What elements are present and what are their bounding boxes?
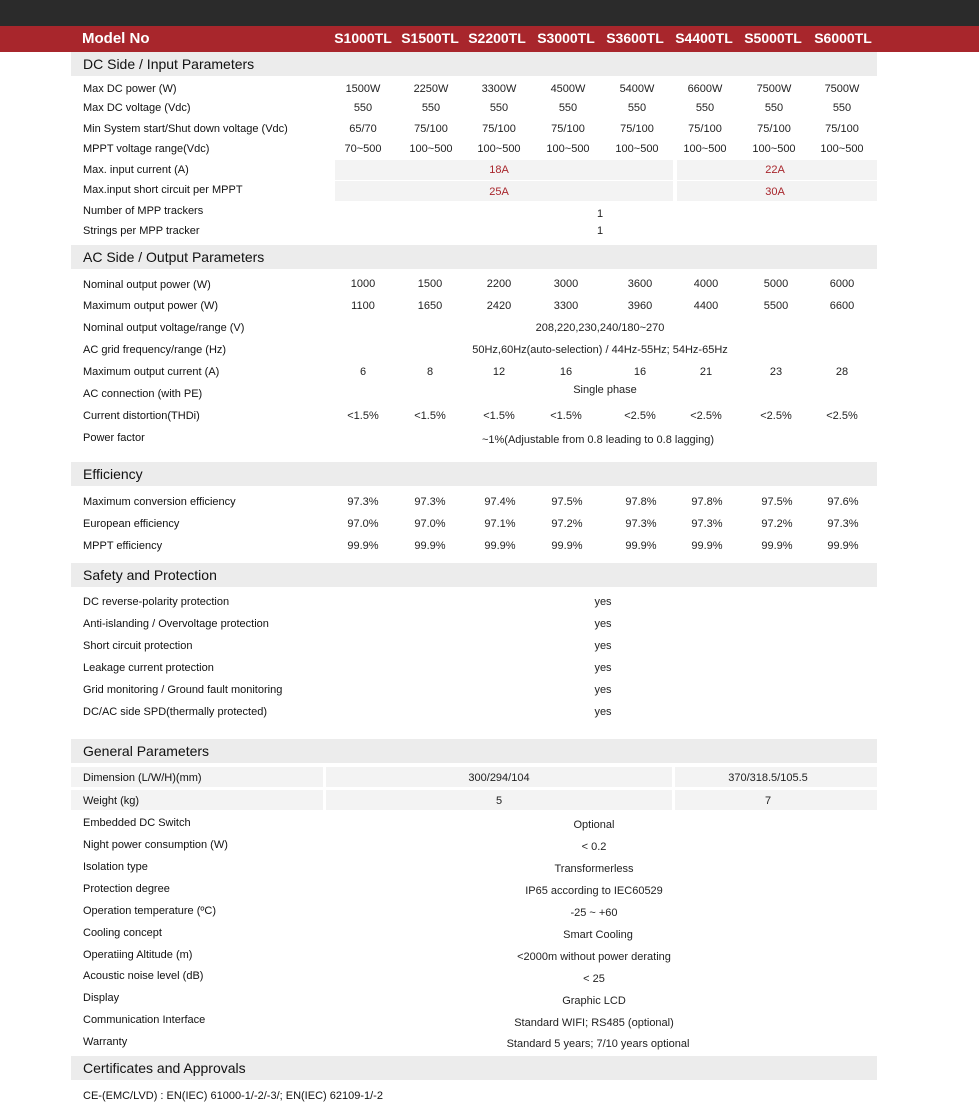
cell-value: 6600W (687, 83, 723, 95)
cell-value: 550 (695, 102, 715, 114)
cell-value: <1.5% (550, 410, 582, 422)
cell-value-merged: <2000m without power derating (517, 951, 671, 963)
cell-value: 100~500 (683, 143, 727, 155)
row-label: Leakage current protection (83, 662, 214, 674)
row-label: AC grid frequency/range (Hz) (83, 344, 227, 356)
model-name: S3000TL (537, 30, 595, 46)
row-label: Max DC power (W) (83, 83, 177, 95)
cell-value: 97.3% (347, 496, 379, 508)
row-label: Display (83, 992, 120, 1004)
cell-value-merged: yes (594, 640, 612, 652)
cell-value: <2.5% (690, 410, 722, 422)
row-label: Embedded DC Switch (83, 817, 191, 829)
cell-value-merged: Standard WIFI; RS485 (optional) (514, 1017, 674, 1029)
row-label: Max.input short circuit per MPPT (83, 184, 243, 196)
cell-value: 99.9% (625, 540, 657, 552)
row-label: Protection degree (83, 883, 170, 895)
top-dark-bar (0, 0, 979, 26)
row-label: Dimension (L/W/H)(mm) (83, 772, 202, 784)
section-header-dc (71, 52, 877, 76)
cell-value-merged: yes (594, 706, 612, 718)
cell-value: 12 (492, 366, 506, 378)
cell-value-merged: Standard 5 years; 7/10 years optional (506, 1038, 690, 1050)
cell-value: 97.4% (484, 496, 516, 508)
cell-value: <1.5% (347, 410, 379, 422)
cell-value-merged: yes (594, 662, 612, 674)
cell-value: 75/100 (414, 123, 448, 135)
cell-value: 97.6% (827, 496, 859, 508)
cell-value: 75/100 (482, 123, 516, 135)
cell-value-merged: 1 (596, 208, 604, 220)
row-label: Acoustic noise level (dB) (83, 970, 204, 982)
section-title: General Parameters (83, 743, 210, 759)
cell-value-merged: 300/294/104 (468, 772, 530, 784)
cell-value-merged: 208,220,230,240/180~270 (535, 322, 665, 334)
cell-value: 16 (633, 366, 647, 378)
model-name: S5000TL (744, 30, 802, 46)
cell-value: 5400W (619, 83, 655, 95)
cell-value: 70~500 (344, 143, 382, 155)
section-header-certificates (71, 1056, 877, 1080)
row-label: Number of MPP trackers (83, 205, 204, 217)
row-label: DC reverse-polarity protection (83, 596, 230, 608)
cell-value-merged: Smart Cooling (563, 929, 633, 941)
cell-value-merged: Graphic LCD (562, 995, 626, 1007)
cell-value: 4500W (550, 83, 586, 95)
row-label: Weight (kg) (83, 795, 140, 807)
cell-value-merged: IP65 according to IEC60529 (525, 885, 663, 897)
certificate-line: CE-(EMC/LVD) : EN(IEC) 61000-1/-2/-3/; EN(IEC) 62109-1/-2 (83, 1090, 383, 1102)
row-label: Maximum output current (A) (83, 366, 220, 378)
cell-value: 97.3% (691, 518, 723, 530)
cell-value: 97.3% (827, 518, 859, 530)
cell-value: 97.0% (347, 518, 379, 530)
cell-value-merged: 50Hz,60Hz(auto-selection) / 44Hz-55Hz; 54Hz-65Hz (472, 344, 728, 356)
cell-value: 3300W (481, 83, 517, 95)
row-label: Communication Interface (83, 1014, 206, 1026)
cell-value: 75/100 (688, 123, 722, 135)
cell-value: 97.5% (551, 496, 583, 508)
cell-value: 3000 (553, 278, 579, 290)
cell-value: <2.5% (760, 410, 792, 422)
cell-value: 100~500 (615, 143, 659, 155)
row-label: Power factor (83, 432, 145, 444)
cell-value-merged: 5 (495, 795, 503, 807)
section-header-ac (71, 245, 877, 269)
cell-value: 99.9% (484, 540, 516, 552)
cell-value-merged: 370/318.5/105.5 (728, 772, 808, 784)
section-title: Safety and Protection (83, 567, 217, 583)
cell-value: 1500 (417, 278, 443, 290)
row-label: MPPT voltage range(Vdc) (83, 143, 210, 155)
cell-value-merged: Single phase (573, 384, 637, 396)
cell-value: 5000 (763, 278, 789, 290)
row-label: Strings per MPP tracker (83, 225, 200, 237)
section-header-general (71, 739, 877, 763)
row-label: Max DC voltage (Vdc) (83, 102, 191, 114)
cell-value: 8 (426, 366, 434, 378)
row-label: Operatiing Altitude (m) (83, 949, 193, 961)
cell-value-merged: < 0.2 (581, 841, 607, 853)
cell-value-merged: yes (594, 618, 612, 630)
row-label: Maximum conversion efficiency (83, 496, 236, 508)
cell-value: 100~500 (409, 143, 453, 155)
row-label: DC/AC side SPD(thermally protected) (83, 706, 268, 718)
cell-value: 75/100 (757, 123, 791, 135)
row-label: Anti-islanding / Overvoltage protection (83, 618, 269, 630)
section-title: DC Side / Input Parameters (83, 56, 255, 72)
cell-value: 550 (832, 102, 852, 114)
cell-value-merged: Optional (573, 819, 615, 831)
model-name: S4400TL (675, 30, 733, 46)
cell-value: 75/100 (620, 123, 654, 135)
cell-value: 1650 (417, 300, 443, 312)
model-name: S1000TL (334, 30, 392, 46)
row-label: Nominal output power (W) (83, 279, 211, 291)
cell-value: 97.3% (625, 518, 657, 530)
cell-value: 550 (421, 102, 441, 114)
cell-value: 7500W (824, 83, 860, 95)
cell-value: 65/70 (349, 123, 377, 135)
cell-value: 550 (353, 102, 373, 114)
row-label: AC connection (with PE) (83, 388, 203, 400)
cell-value: 6 (359, 366, 367, 378)
cell-value: 97.8% (691, 496, 723, 508)
row-label: Operation temperature (ºC) (83, 905, 217, 917)
cell-value: 3300 (553, 300, 579, 312)
cell-value: 97.0% (414, 518, 446, 530)
cell-value: 4400 (693, 300, 719, 312)
cell-value: 100~500 (752, 143, 796, 155)
section-title: AC Side / Output Parameters (83, 249, 265, 265)
cell-value: 99.9% (761, 540, 793, 552)
cell-value-merged: 18A (489, 164, 509, 176)
cell-value-merged: 7 (764, 795, 772, 807)
cell-value: 100~500 (820, 143, 864, 155)
model-header-bar (0, 26, 979, 52)
cell-value: 99.9% (347, 540, 379, 552)
cell-value-merged: ~1%(Adjustable from 0.8 leading to 0.8 lagging) (481, 434, 715, 446)
cell-value-merged: yes (594, 596, 612, 608)
row-label: Short circuit protection (83, 640, 193, 652)
cell-value: 2420 (486, 300, 512, 312)
row-label: Maximum output power (W) (83, 300, 219, 312)
cell-value-merged: Transformerless (554, 863, 634, 875)
cell-value: 4000 (693, 278, 719, 290)
cell-value: <2.5% (826, 410, 858, 422)
cell-value: 75/100 (825, 123, 859, 135)
row-label: Night power consumption (W) (83, 839, 228, 851)
cell-value: <1.5% (483, 410, 515, 422)
cell-value: 99.9% (414, 540, 446, 552)
cell-value: 7500W (756, 83, 792, 95)
cell-value: 3600 (627, 278, 653, 290)
cell-value: 21 (699, 366, 713, 378)
cell-value: 2200 (486, 278, 512, 290)
cell-value: 75/100 (551, 123, 585, 135)
cell-value: 1500W (345, 83, 381, 95)
cell-value: 97.3% (414, 496, 446, 508)
row-label: Current distortion(THDi) (83, 410, 200, 422)
cell-value: 550 (489, 102, 509, 114)
section-title: Efficiency (83, 466, 143, 482)
cell-value: 1100 (351, 300, 375, 312)
cell-value-merged: 22A (765, 164, 785, 176)
row-label: Nominal output voltage/range (V) (83, 322, 245, 334)
cell-value: 100~500 (477, 143, 521, 155)
row-label: Cooling concept (83, 927, 162, 939)
row-label: European efficiency (83, 518, 180, 530)
cell-value: <2.5% (624, 410, 656, 422)
cell-value: 97.2% (551, 518, 583, 530)
cell-value: 100~500 (546, 143, 590, 155)
cell-value: 550 (764, 102, 784, 114)
row-label: Max. input current (A) (83, 164, 189, 176)
cell-value-merged: < 25 (583, 973, 605, 985)
cell-value: 550 (627, 102, 647, 114)
cell-value: 6000 (829, 278, 855, 290)
cell-value: 2250W (413, 83, 449, 95)
row-label: Isolation type (83, 861, 148, 873)
cell-value: 550 (558, 102, 578, 114)
cell-value: 16 (559, 366, 573, 378)
cell-value: 5500 (763, 300, 789, 312)
cell-value: 99.9% (827, 540, 859, 552)
cell-value: 99.9% (691, 540, 723, 552)
cell-value: 97.8% (625, 496, 657, 508)
model-no-label: Model No (82, 30, 150, 47)
section-header-efficiency (71, 462, 877, 486)
cell-value-merged: 30A (765, 186, 785, 198)
cell-value-merged: 1 (596, 225, 604, 237)
cell-value: 97.1% (484, 518, 516, 530)
model-name: S6000TL (814, 30, 872, 46)
cell-value: <1.5% (414, 410, 446, 422)
cell-value-merged: 25A (489, 186, 509, 198)
model-name: S2200TL (468, 30, 526, 46)
model-name: S1500TL (401, 30, 459, 46)
cell-value: 3960 (627, 300, 653, 312)
cell-value: 6600 (829, 300, 855, 312)
cell-value: 28 (835, 366, 849, 378)
row-label: Grid monitoring / Ground fault monitoring (83, 684, 283, 696)
cell-value: 23 (769, 366, 783, 378)
section-header-safety (71, 563, 877, 587)
row-label: MPPT efficiency (83, 540, 163, 552)
cell-value-merged: yes (594, 684, 612, 696)
cell-value: 97.5% (761, 496, 793, 508)
row-label: Warranty (83, 1036, 128, 1048)
cell-value: 97.2% (761, 518, 793, 530)
cell-value: 1000 (350, 278, 376, 290)
cell-value-merged: -25 ~ +60 (570, 907, 618, 919)
row-label: Min System start/Shut down voltage (Vdc) (83, 123, 288, 135)
model-name: S3600TL (606, 30, 664, 46)
cell-value: 99.9% (551, 540, 583, 552)
section-title: Certificates and Approvals (83, 1060, 246, 1076)
